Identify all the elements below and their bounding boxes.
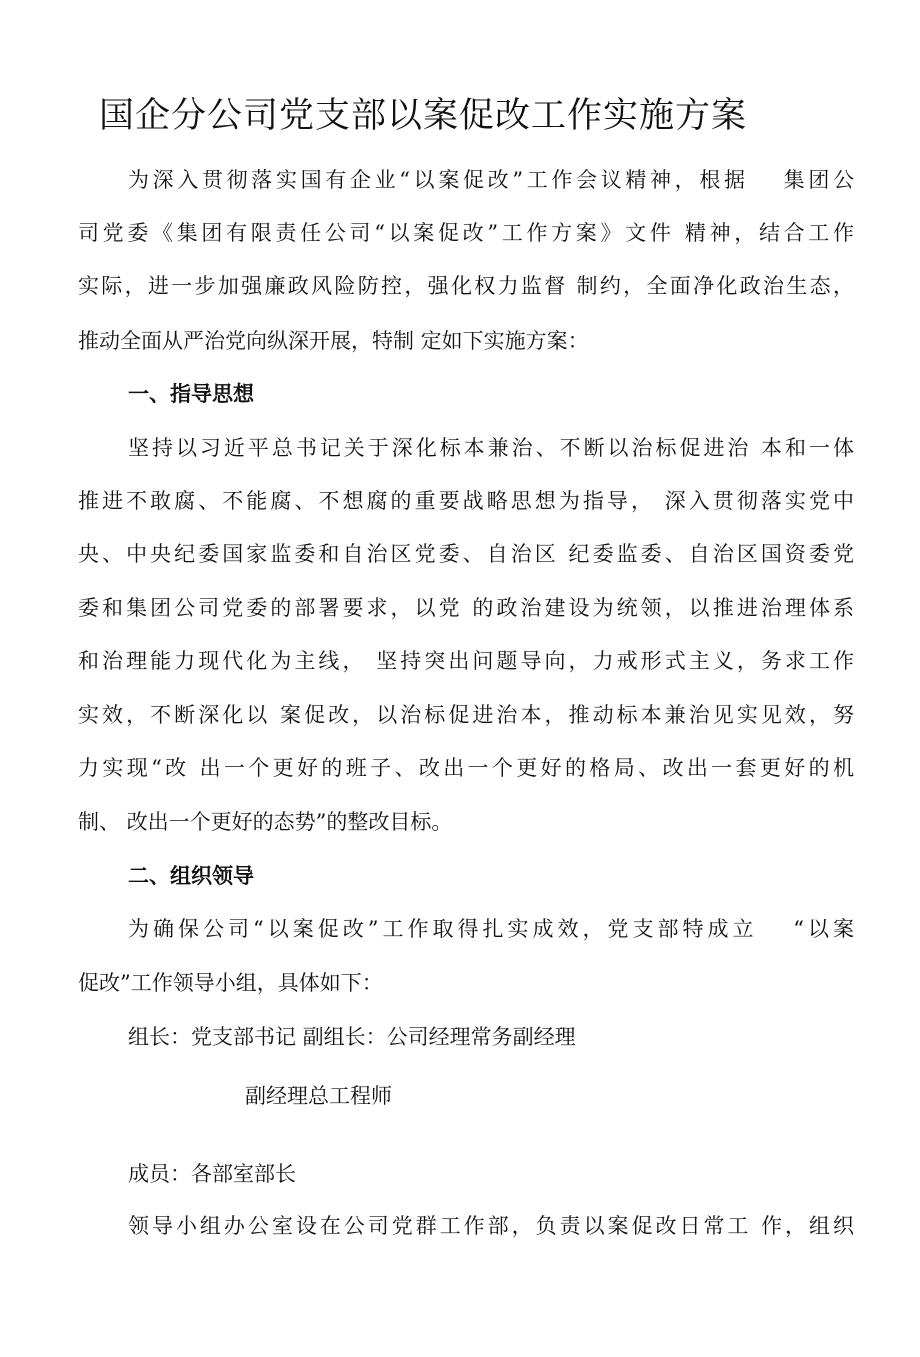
section-2-heading: 二、组织领导 [128, 864, 254, 888]
members-line: 成员：各部室部长 [128, 1162, 296, 1186]
deputy-line: 副经理总工程师 [245, 1084, 392, 1108]
section-1-line-8: 制、 改出一个更好的态势”的整改目标。 [78, 810, 453, 834]
section-1-line-6: 实效，不断深化以 案促改，以治标促进治本，推动标本兼治见实见效，努 [78, 703, 854, 727]
section-1-line-2: 推进不敢腐、不能腐、不想腐的重要战略思想为指导， 深入贯彻落实党中 [78, 489, 854, 513]
intro-line-2: 司党委《集团有限责任公司“以案促改”工作方案》文件 精神，结合工作 [78, 221, 854, 245]
intro-line-3: 实际，进一步加强廉政风险防控，强化权力监督 制约，全面净化政治生态， [78, 274, 854, 298]
section-1-line-4: 委和集团公司党委的部署要求，以党 的政治建设为统领，以推进治理体系 [78, 596, 854, 620]
section-1-heading: 一、指导思想 [128, 382, 254, 406]
office-line: 领导小组办公室设在公司党群工作部，负责以案促改日常工 作，组织 [128, 1214, 854, 1238]
intro-line-4: 推动全面从严治党向纵深开展，特制 定如下实施方案： [78, 329, 589, 353]
section-2-line-1: 为确保公司“以案促改”工作取得扎实成效，党支部特成立 “以案 [128, 917, 854, 941]
section-1-line-5: 和治理能力现代化为主线， 坚持突出问题导向，力戒形式主义，务求工作 [78, 649, 854, 673]
section-1-line-7: 力实现“改 出一个更好的班子、改出一个更好的格局、改出一套更好的机 [78, 756, 854, 780]
document-title: 国企分公司党支部以案促改工作实施方案 [99, 96, 748, 136]
leader-line: 组长：党支部书记 副组长：公司经理常务副经理 [128, 1025, 576, 1049]
section-1-line-3: 央、中央纪委国家监委和自治区党委、自治区 纪委监委、自治区国资委党 [78, 542, 854, 566]
section-2-line-2: 促改”工作领导小组，具体如下： [78, 971, 383, 995]
intro-line-1: 为深入贯彻落实国有企业“以案促改”工作会议精神，根据 集团公 [128, 168, 854, 192]
section-1-line-1: 坚持以习近平总书记关于深化标本兼治、不断以治标促进治 本和一体 [128, 436, 854, 460]
